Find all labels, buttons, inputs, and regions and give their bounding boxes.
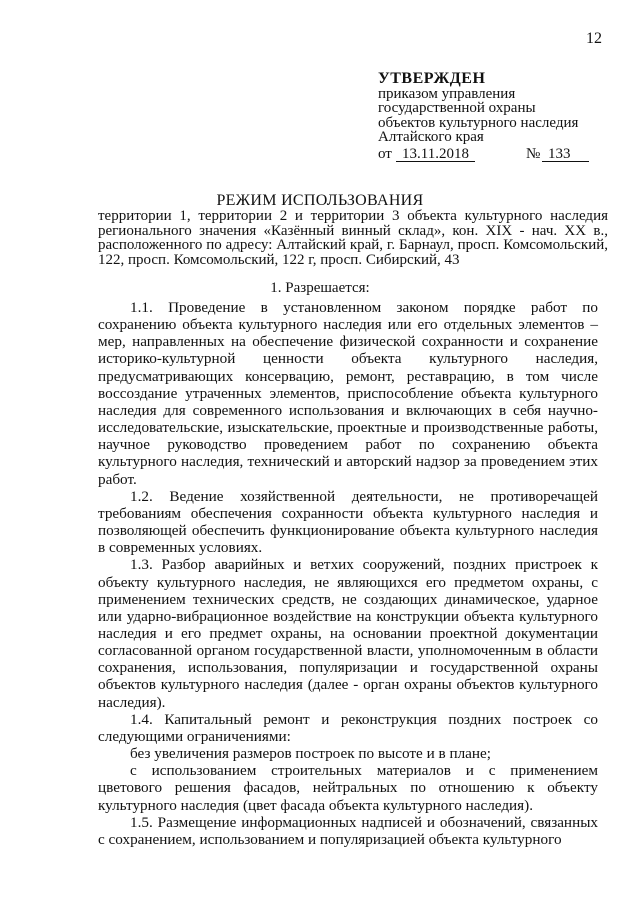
approval-title: УТВЕРЖДЕН	[378, 70, 486, 87]
number-prefix: №	[526, 145, 541, 162]
document-subtitle: территории 1, территории 2 и территории 3 объекта культурного наследия регионального значения «Казённый винный склад», кон. XIX - нач. XX в., расположенного по адресу: Алтайский край, г. Барнаул, просп. Комсомольский, 122, просп. Комсомольский, 122 г, просп. Сибирский, 43	[98, 208, 608, 268]
document-body	[98, 299, 598, 848]
approval-line: государственной охраны	[378, 100, 536, 116]
page-number: 12	[586, 30, 602, 47]
paragraph: 1.1. Проведение в установленном законом порядке работ по сохранению объекта культурного наследия или его отдельных элементов – мер, направленных на обеспечение физической сохранности и сохранение историко-культурной ценности объекта культурного наследия, предусматривающих консервацию, ремонт, реставрацию, в том числе воссоздание утраченных элементов, приспособление объекта культурного наследия для современного использования и включающих в себя научно-исследовательские, изыскательские, проектные и производственные работы, научное руководство проведением работ по сохранению объекта культурного наследия, технический и авторский надзор за проведением этих работ.	[98, 299, 598, 488]
approval-date: 13.11.2018	[396, 147, 475, 163]
paragraph: 1.5. Размещение информационных надписей и обозначений, связанных с сохранением, использованием и популяризацией объекта культурного	[98, 813, 598, 848]
approval-block	[378, 72, 608, 165]
approval-line: Алтайского края	[378, 129, 484, 145]
paragraph: 1.4. Капитальный ремонт и реконструкция поздних построек со следующими ограничениями:	[98, 710, 598, 745]
section-heading: 1. Разрешается:	[270, 280, 370, 296]
approval-line: объектов культурного наследия	[378, 114, 579, 131]
paragraph: 1.2. Ведение хозяйственной деятельности, не противоречащей требованиям обеспечения сохранности объекта культурного наследия и позволяющей обеспечить функционирование объекта культурного наследия в современных условиях.	[98, 487, 598, 557]
paragraph: с использованием строительных материалов и с применением цветового решения фасадов, нейтральных по отношению к объекту культурного наследия (цвет фасада объекта культурного наследия).	[98, 762, 598, 814]
approval-line: приказом управления	[378, 85, 516, 102]
date-prefix: от	[378, 145, 392, 162]
paragraph: без увеличения размеров построек по высоте и в плане;	[130, 745, 491, 763]
approval-number: 133	[542, 147, 589, 163]
paragraph: 1.3. Разбор аварийных и ветхих сооружений, поздних пристроек к объекту культурного наследия, не являющихся его предметом охраны, с применением технических средств, не создающих динамическое, ударное или ударно-вибрационное воздействие на конструкции объекта культурного наследия и его предмет охраны, на основании проектной документации согласованной органом государственной власти, уполномоченным в области сохранения, использования, популяризации и государственной охраны объектов культурного наследия (далее - орган охраны объектов культурного наследия).	[98, 556, 598, 711]
document-title: РЕЖИМ ИСПОЛЬЗОВАНИЯ	[216, 192, 424, 209]
approval-reference	[378, 147, 608, 165]
